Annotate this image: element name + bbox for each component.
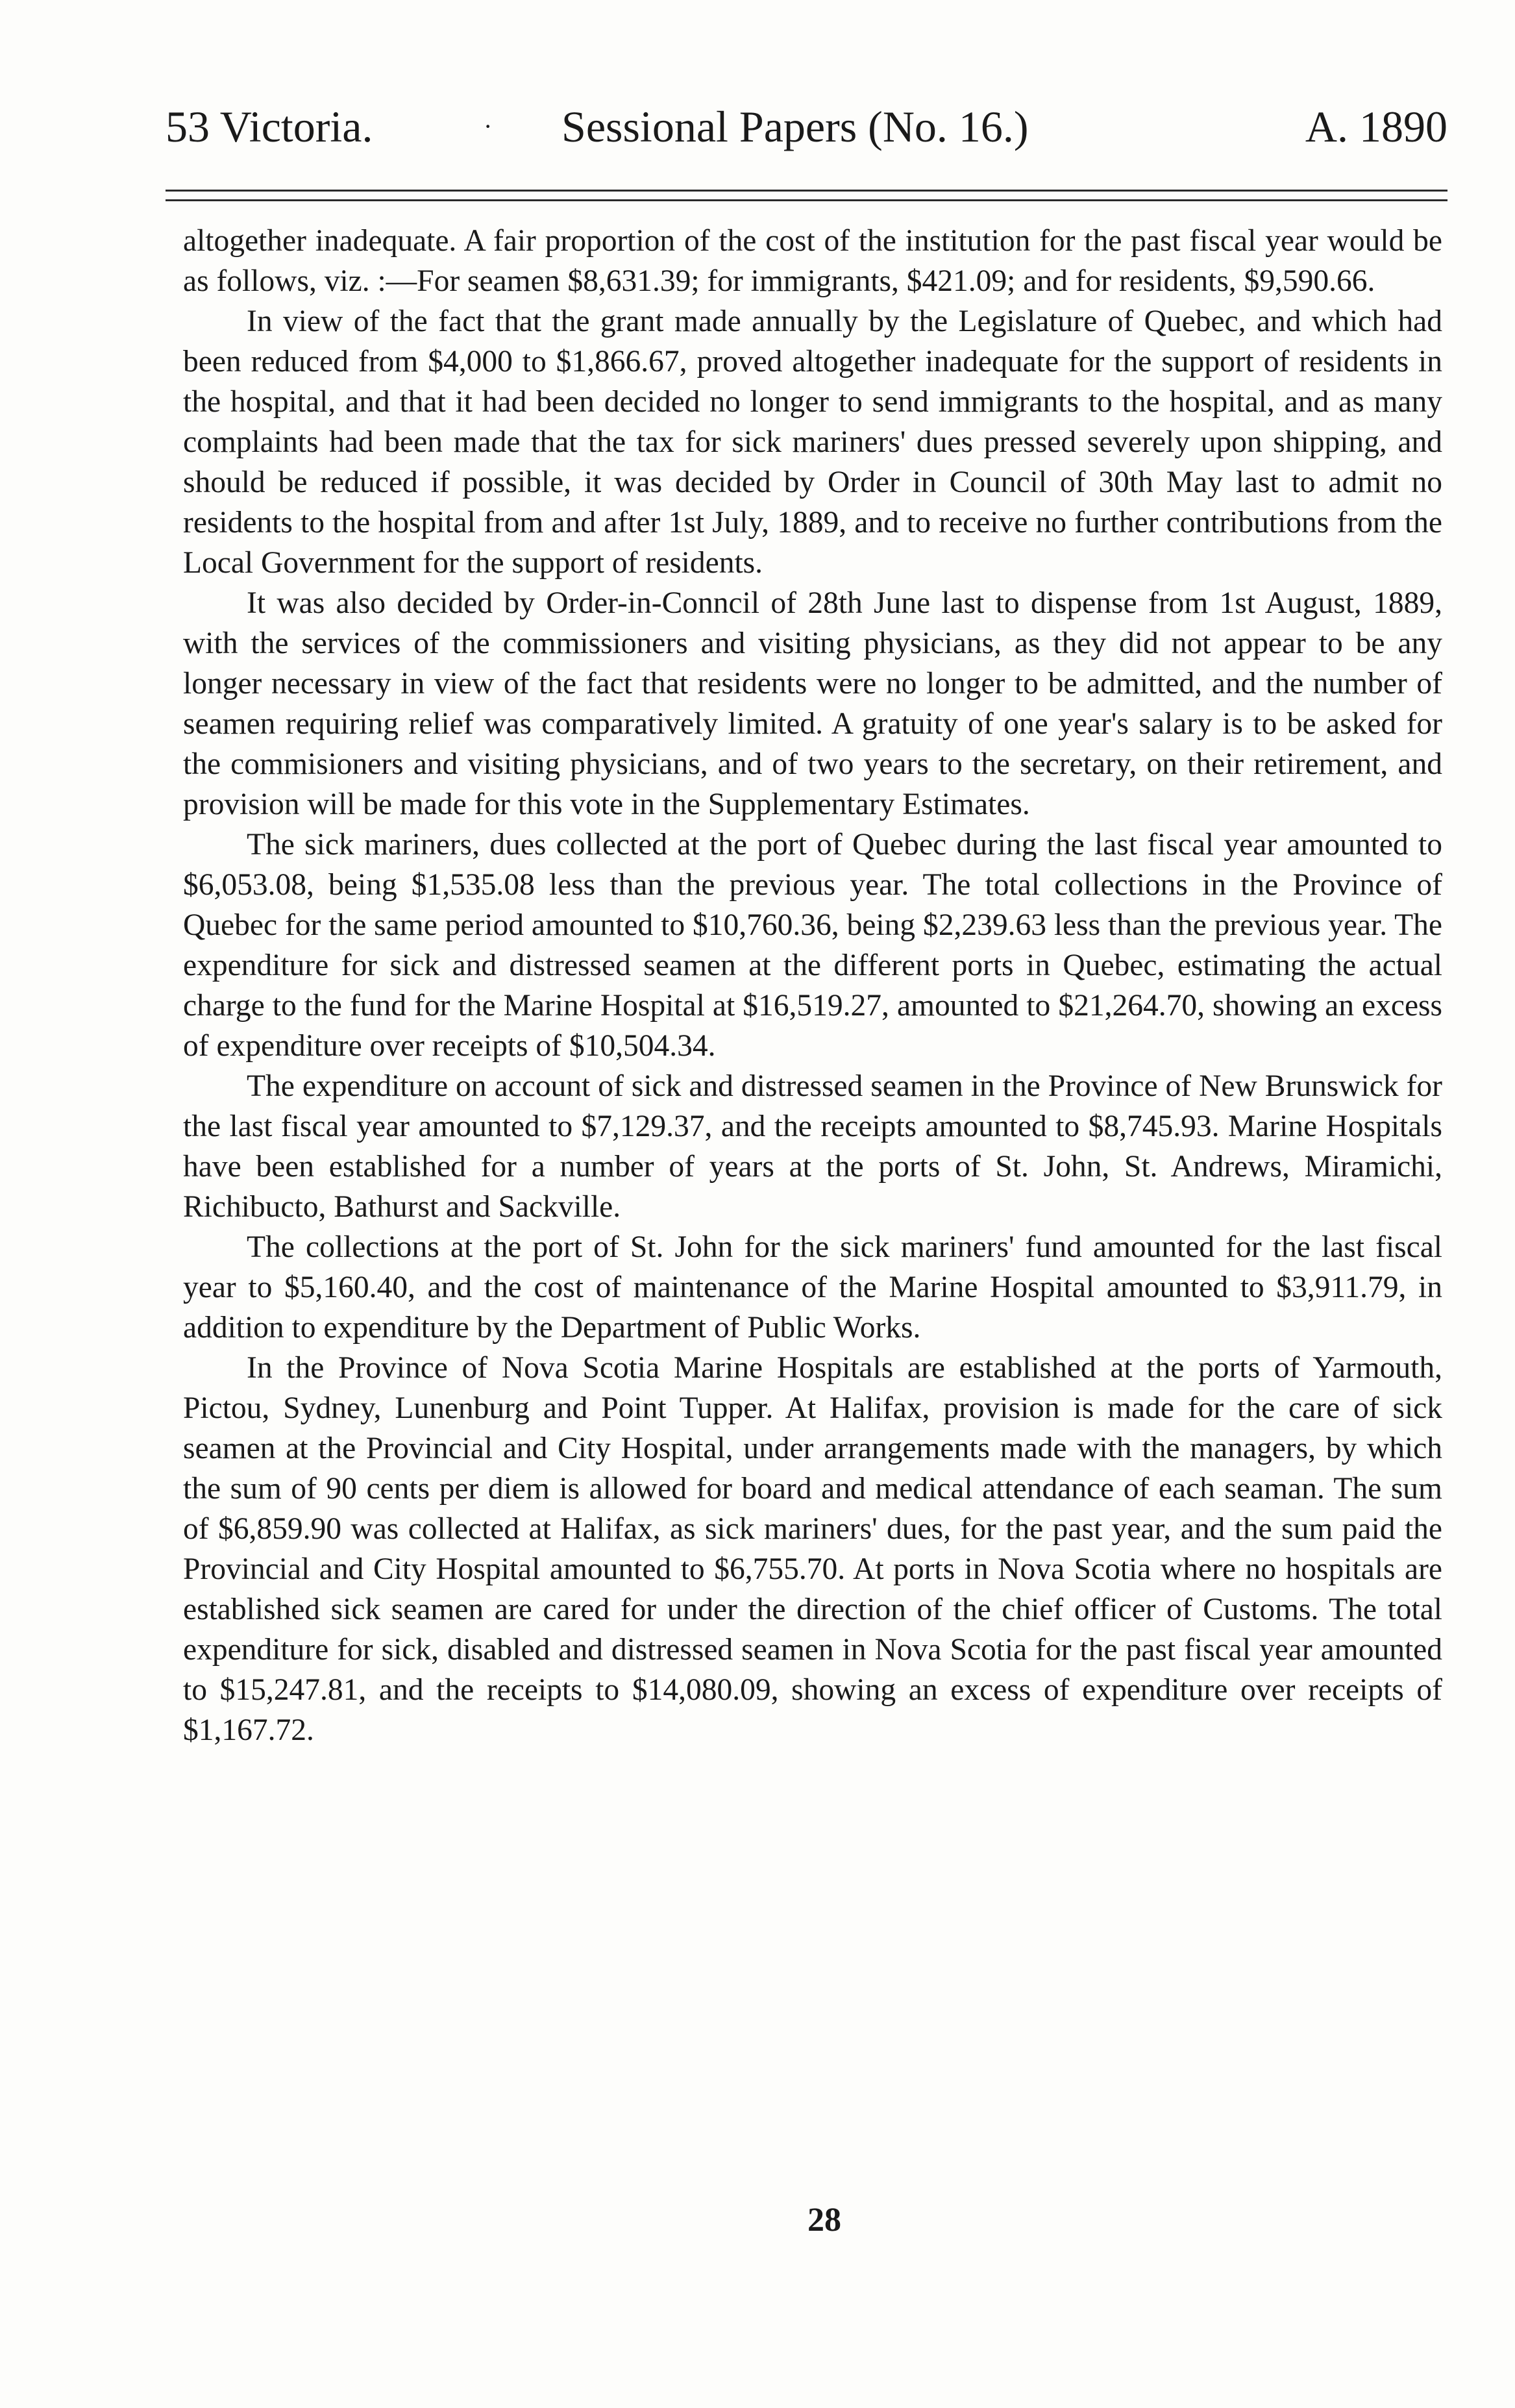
page-number: 28	[807, 2202, 841, 2239]
document-body	[183, 221, 1442, 1750]
header-year: A. 1890	[1305, 102, 1447, 151]
paragraph-st-john: The collections at the port of St. John for the sick mariners' fund amounted for the last fiscal year to $5,160.40, and the cost of maintenance of the Marine Hospital amounted to $3,911.79, in addition to expenditure by the Department of Public Works.	[183, 1230, 1442, 1345]
paragraph-quebec-grant: In view of the fact that the grant made annually by the Legislature of Quebec, and which had been reduced from $4,000 to $1,866.67, proved altogether inadequate for the support of residents in the hospital, and that it had been decided no longer to send immigrants to the hospital, and as many complaints had been made that the tax for sick mariners' dues pressed severely upon shipping, and should be reduced if possible, it was decided by Order in Council of 30th May last to admit no residents to the hospital from and after 1st July, 1889, and to receive no further contributions from the Local Government for the support of residents.	[183, 304, 1442, 580]
header-separator-dot: ·	[484, 112, 493, 141]
paragraph-new-brunswick: The expenditure on account of sick and distressed seamen in the Province of New Brunswick for the last fiscal year amounted to $7,129.37, and the receipts amounted to $8,745.93. Marine Hospitals have been established for a number of years at the ports of St. John, St. Andrews, Miramichi, Richibucto, Bathurst and Sackville.	[183, 1069, 1442, 1224]
paragraph-nova-scotia: In the Province of Nova Scotia Marine Hospitals are established at the ports of Yarmouth, Pictou, Sydney, Lunenburg and Point Tupper. At Halifax, provision is made for the care of sick seamen at the Provincial and City Hospital, under arrangements made with the managers, by which the sum of 90 cents per diem is allowed for board and medical attendance of each seaman. The sum of $6,859.90 was collected at Halifax, as sick mariners' dues, for the past year, and the sum paid the Provincial and City Hospital amounted to $6,755.70. At ports in Nova Scotia where no hospitals are established sick seamen are cared for under the direction of the chief officer of Customs. The total expenditure for sick, disabled and distressed seamen in Nova Scotia for the past fiscal year amounted to $15,247.81, and the receipts to $14,080.09, showing an excess of expenditure over receipts of $1,167.72.	[183, 1351, 1442, 1747]
paragraph-continued: altogether inadequate. A fair proportion of the cost of the institution for the past fiscal year would be as follows, viz. :—For seamen $8,631.39; for immigrants, $421.09; and for residents, $9,590.66.	[183, 224, 1442, 298]
header-session: 53 Victoria.	[166, 102, 373, 151]
page-header	[166, 91, 1447, 162]
header-rule-top	[166, 190, 1447, 192]
header-rule-bottom	[166, 199, 1447, 201]
paragraph-order-in-council: It was also decided by Order-in-Conncil of 28th June last to dispense from 1st August, 1889, with the services of the commissioners and visiting physicians, as they did not appear to be any longer necessary in view of the fact that residents were no longer to be admitted, and the number of seamen requiring relief was comparatively limited. A gratuity of one year's salary is to be asked for the commisioners and visiting physicians, and of two years to the secretary, on their retirement, and provision will be made for this vote in the Supplementary Estimates.	[183, 586, 1442, 821]
paragraph-quebec-dues: The sick mariners, dues collected at the port of Quebec during the last fiscal year amounted to $6,053.08, being $1,535.08 less than the previous year. The total collections in the Province of Quebec for the same period amounted to $10,760.36, being $2,239.63 less than the previous year. The expenditure for sick and distressed seamen at the different ports in Quebec, estimating the actual charge to the fund for the Marine Hospital at $16,519.27, amounted to $21,264.70, showing an excess of expenditure over receipts of $10,504.34.	[183, 828, 1442, 1063]
header-title: Sessional Papers (No. 16.)	[561, 102, 1029, 151]
